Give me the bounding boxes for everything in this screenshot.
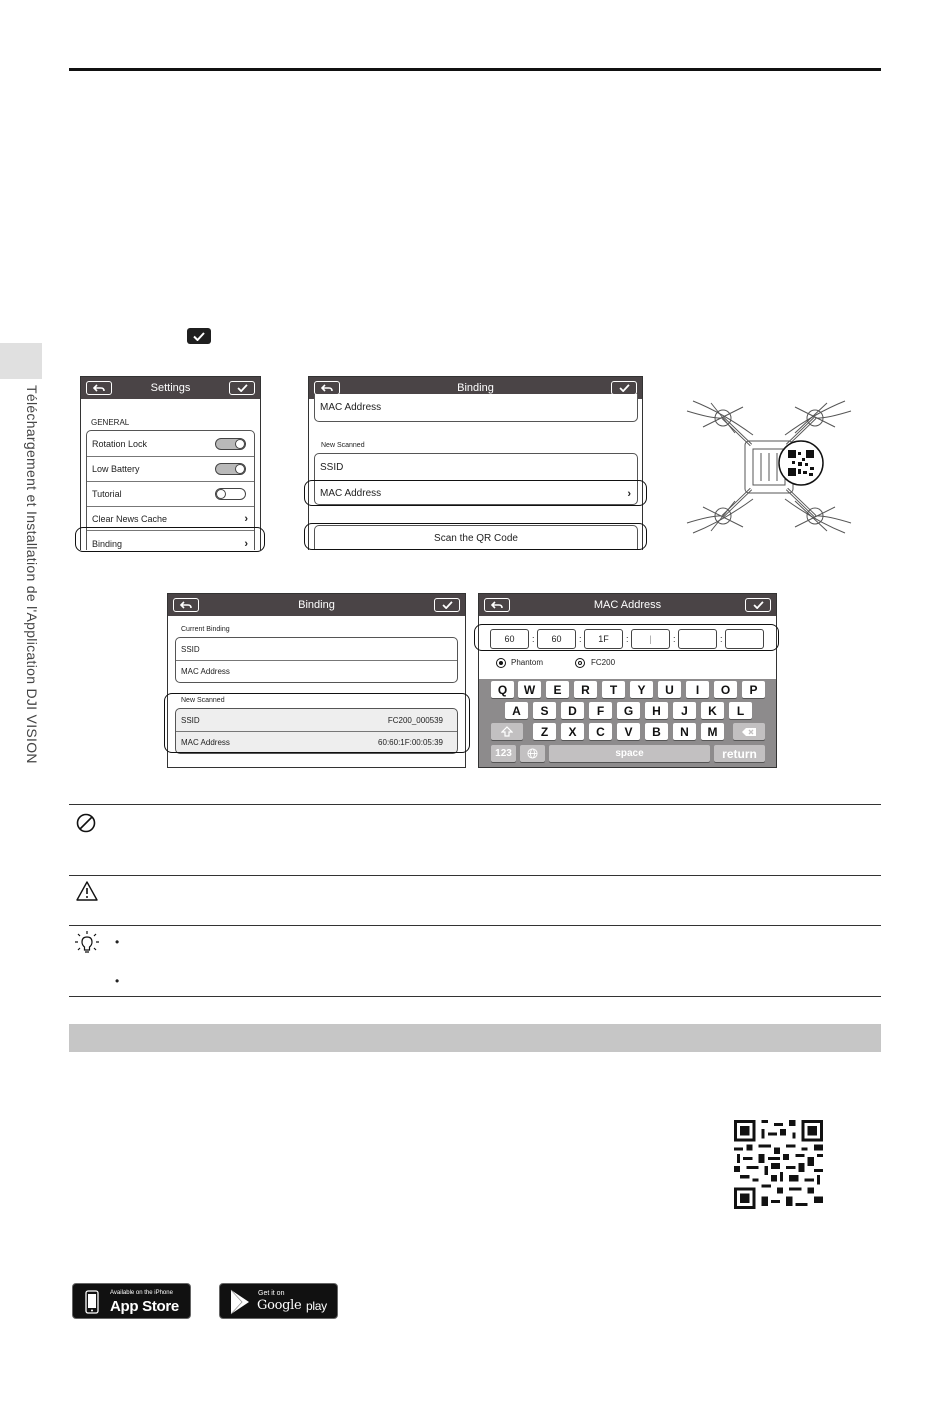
row-label: Clear News Cache — [92, 513, 168, 524]
button-label: Scan the QR Code — [434, 533, 518, 544]
check-icon — [187, 328, 211, 344]
row-label: Low Battery — [92, 464, 140, 474]
tutorial-toggle[interactable] — [215, 488, 246, 500]
chevron-right-icon: › — [627, 487, 631, 500]
divider — [69, 925, 881, 926]
chevron-right-icon: › — [244, 537, 248, 550]
row-label: MAC Address — [320, 402, 382, 413]
backspace-icon — [741, 727, 757, 737]
row-low-battery[interactable] — [87, 456, 254, 481]
row-mac-address[interactable] — [315, 394, 637, 421]
badge-play-text: play — [306, 1299, 327, 1313]
chapter-title: Téléchargement et Installation de l'Application DJI VISION — [24, 385, 40, 764]
confirm-button[interactable] — [434, 598, 460, 612]
highlight-new-scanned — [164, 693, 470, 753]
drone-icon — [683, 383, 855, 551]
key-w[interactable]: W — [518, 681, 541, 698]
highlight-scan-qr — [304, 523, 647, 550]
confirm-button[interactable] — [611, 381, 637, 395]
key-g[interactable]: G — [617, 702, 640, 719]
bullet-marker: • — [115, 935, 120, 949]
key-k[interactable]: K — [701, 702, 724, 719]
section-heading-band — [69, 1024, 881, 1052]
title-bar — [168, 594, 465, 616]
key-p[interactable]: P — [742, 681, 765, 698]
key-l[interactable]: L — [729, 702, 752, 719]
key-r[interactable]: R — [574, 681, 597, 698]
radio-fc200-label: FC200 — [591, 658, 616, 667]
back-button[interactable] — [86, 381, 112, 395]
globe-key[interactable] — [520, 745, 545, 762]
warning-icon — [75, 880, 99, 902]
badge-small-text: Get it on — [258, 1290, 285, 1297]
shift-icon — [501, 726, 513, 737]
keyboard — [479, 679, 776, 768]
google-play-badge[interactable] — [219, 1283, 338, 1319]
key-h[interactable]: H — [645, 702, 668, 719]
numbers-key[interactable]: 123 — [491, 745, 516, 762]
key-b[interactable]: B — [645, 723, 668, 740]
section-label: GENERAL — [91, 418, 130, 427]
row-rotation-lock[interactable] — [87, 431, 254, 456]
key-x[interactable]: X — [561, 723, 584, 740]
divider — [69, 875, 881, 876]
highlight-binding — [75, 527, 265, 552]
back-button[interactable] — [314, 381, 340, 395]
mac-field-2[interactable]: 60 — [537, 629, 576, 649]
qr-code-icon — [734, 1120, 823, 1209]
badge-google-text: Google — [257, 1298, 302, 1313]
row-label: SSID — [181, 644, 200, 654]
iphone-icon — [85, 1290, 99, 1314]
low-battery-toggle[interactable] — [215, 463, 246, 475]
mac-field-3[interactable]: 1F — [584, 629, 623, 649]
radio-phantom[interactable] — [496, 658, 506, 668]
mac-address-screen: MAC Address 60 : 60 : 1F : | : : Phantom FC200 Q W E R T Y U I O P A S D F G H J K L Z X C V B N M 123 space return — [478, 593, 777, 768]
row-label: MAC Address — [320, 488, 382, 499]
back-arrow-icon — [93, 384, 105, 393]
screen-title: MAC Address — [593, 599, 662, 611]
globe-icon — [527, 748, 538, 759]
confirm-button[interactable] — [229, 381, 255, 395]
check-icon — [619, 384, 630, 392]
mac-field-4[interactable]: | — [631, 629, 670, 649]
key-m[interactable]: M — [701, 723, 724, 740]
back-arrow-icon — [321, 384, 333, 393]
top-rule — [69, 68, 881, 71]
rotation-lock-toggle[interactable] — [215, 438, 246, 450]
key-j[interactable]: J — [673, 702, 696, 719]
shift-key[interactable] — [491, 723, 523, 740]
highlight-mac-address — [304, 480, 647, 506]
mac-field-1[interactable]: 60 — [490, 629, 529, 649]
key-z[interactable]: Z — [533, 723, 556, 740]
row-label: MAC Address — [181, 667, 230, 676]
key-f[interactable]: F — [589, 702, 612, 719]
divider — [69, 804, 881, 805]
badge-big-text: App Store — [110, 1298, 179, 1315]
key-y[interactable]: Y — [630, 681, 653, 698]
key-d[interactable]: D — [561, 702, 584, 719]
space-key[interactable]: space — [549, 745, 710, 762]
highlight-mac-fields — [474, 624, 779, 651]
key-e[interactable]: E — [546, 681, 569, 698]
prohibited-icon — [76, 813, 96, 833]
radio-fc200[interactable] — [575, 658, 585, 668]
play-icon — [229, 1289, 251, 1315]
check-icon — [442, 601, 453, 609]
back-arrow-icon — [491, 601, 503, 610]
lightbulb-icon — [74, 930, 100, 956]
key-t[interactable]: T — [602, 681, 625, 698]
row-label: Tutorial — [92, 489, 122, 499]
screen-title: Binding — [457, 382, 494, 394]
row-label: Binding — [92, 538, 123, 549]
row-ssid — [176, 638, 457, 660]
row-label: SSID — [320, 461, 344, 473]
current-binding-group — [175, 637, 458, 683]
screen-title: Settings — [150, 382, 191, 394]
key-o[interactable]: O — [714, 681, 737, 698]
title-bar — [81, 377, 260, 399]
row-ssid[interactable] — [315, 454, 637, 480]
settings-screen — [80, 376, 261, 550]
radio-phantom-label: Phantom — [511, 658, 544, 667]
section-label: Current Binding — [181, 626, 230, 633]
app-store-badge[interactable] — [72, 1283, 191, 1319]
title-bar — [479, 594, 776, 616]
check-icon — [237, 384, 248, 392]
confirm-button[interactable] — [745, 598, 771, 612]
row-label: MAC Address — [181, 738, 230, 747]
chevron-right-icon: › — [244, 512, 248, 525]
chapter-tab — [0, 343, 42, 379]
back-arrow-icon — [180, 601, 192, 610]
ssid-value: FC200_000539 — [387, 715, 443, 725]
row-tutorial[interactable] — [87, 481, 254, 506]
check-icon — [753, 601, 764, 609]
back-button[interactable] — [484, 598, 510, 612]
key-n[interactable]: N — [673, 723, 696, 740]
backspace-key[interactable] — [733, 723, 765, 740]
key-i[interactable]: I — [686, 681, 709, 698]
return-key[interactable]: return — [714, 745, 765, 762]
key-q[interactable]: Q — [491, 681, 514, 698]
bullet-marker: • — [115, 974, 120, 988]
key-c[interactable]: C — [589, 723, 612, 740]
mac-value: 60:60:1F:00:05:39 — [378, 738, 443, 747]
screen-title: Binding — [298, 599, 335, 611]
badge-small-text: Available on the iPhone — [110, 1290, 173, 1296]
key-s[interactable]: S — [533, 702, 556, 719]
divider — [69, 996, 881, 997]
back-button[interactable] — [173, 598, 199, 612]
key-v[interactable]: V — [617, 723, 640, 740]
section-label: New Scanned — [321, 442, 365, 449]
row-label: Rotation Lock — [92, 438, 148, 449]
row-mac-address — [176, 660, 457, 682]
key-u[interactable]: U — [658, 681, 681, 698]
key-a[interactable]: A — [505, 702, 528, 719]
section-label: New Scanned — [181, 697, 225, 704]
row-label: SSID — [181, 715, 200, 725]
mac-top-group — [314, 394, 638, 422]
